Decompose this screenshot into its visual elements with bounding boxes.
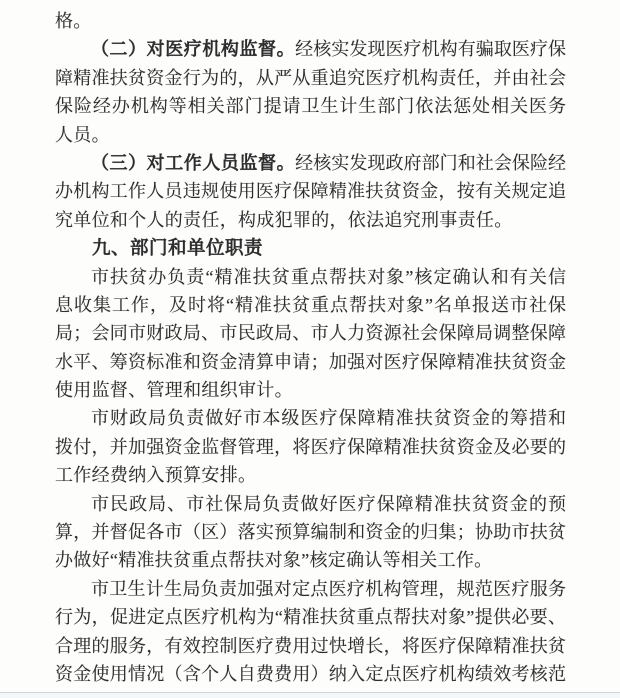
line-text: 息收集工作，及时将“精准扶贫重点帮扶对象”名单报送市社保 (55, 294, 566, 315)
line-text: 局；会同市财政局、市民政局、市人力资源社会保障局调整保障 (55, 323, 566, 344)
bold-lead-text: （三）对工作人员监督。 (91, 152, 296, 173)
text-line (55, 376, 566, 404)
line-text: 行为，促进定点医疗机构为“精准扶贫重点帮扶对象”提供必要、 (55, 607, 566, 628)
line-text: 拨付，并加强资金监督管理，将医疗保障精准扶贫资金及必要的 (55, 436, 566, 457)
text-line (55, 404, 566, 432)
text-line (55, 518, 566, 546)
text-line (55, 149, 566, 177)
line-text: 算，并督促各市（区）落实预算编制和资金的归集；协助市扶贫 (55, 522, 566, 543)
text-line (55, 575, 566, 603)
text-line (55, 490, 566, 518)
text-line (55, 348, 566, 376)
line-text: 办做好“精准扶贫重点帮扶对象”核定确认等相关工作。 (55, 550, 493, 571)
line-text: 经核实发现政府部门和社会保险经 (295, 152, 566, 173)
line-text: 市卫生计生局负责加强对定点医疗机构管理，规范医疗服务 (91, 578, 566, 599)
text-line (55, 177, 566, 205)
text-line (55, 92, 566, 120)
text-line (55, 7, 566, 35)
text-line (55, 603, 566, 631)
line-text: 保险经办机构等相关部门提请卫生计生部门依法惩处相关医务 (55, 96, 566, 117)
text-line (55, 121, 566, 149)
line-text: 工作经费纳入预算安排。 (55, 465, 257, 486)
text-line (55, 433, 566, 461)
text-line (55, 263, 566, 291)
line-text: 使用监督、管理和组织审计。 (55, 380, 293, 401)
text-line (55, 206, 566, 234)
section-heading (55, 234, 566, 262)
line-text: 资金使用情况（含个人自费费用）纳入定点医疗机构绩效考核范 (55, 663, 566, 684)
text-line (55, 461, 566, 489)
line-text: 经核实发现医疗机构有骗取医疗保 (295, 39, 566, 60)
text-line (55, 319, 566, 347)
line-text: 合理的服务，有效控制医疗费用过快增长，将医疗保障精准扶贫 (55, 635, 566, 656)
text-line (55, 291, 566, 319)
line-text: 障精准扶贫资金行为的，从严从重追究医疗机构责任，并由社会 (55, 67, 566, 88)
line-text: 水平、筹资标准和资金清算申请；加强对医疗保障精准扶贫资金 (55, 351, 566, 372)
line-text: 市财政局负责做好市本级医疗保障精准扶贫资金的筹措和 (91, 408, 566, 429)
line-text: 办机构工作人员违规使用医疗保障精准扶贫资金，按有关规定追 (55, 181, 566, 202)
document-body (55, 7, 566, 688)
heading-text: 九、部门和单位职责 (92, 237, 264, 259)
text-line (55, 35, 566, 63)
line-text: 市扶贫办负责“精准扶贫重点帮扶对象”核定确认和有关信 (91, 266, 566, 287)
line-text: 人员。 (55, 124, 110, 145)
scan-edge-artifact (0, 692, 620, 698)
text-line (55, 64, 566, 92)
line-text: 究单位和个人的责任，构成犯罪的，依法追究刑事责任。 (55, 209, 513, 230)
text-line (55, 660, 566, 688)
line-text: 格。 (55, 11, 92, 31)
text-line (55, 546, 566, 574)
bold-lead-text: （二）对医疗机构监督。 (91, 39, 296, 60)
text-line (55, 632, 566, 660)
line-text: 市民政局、市社保局负责做好医疗保障精准扶贫资金的预 (91, 493, 566, 514)
